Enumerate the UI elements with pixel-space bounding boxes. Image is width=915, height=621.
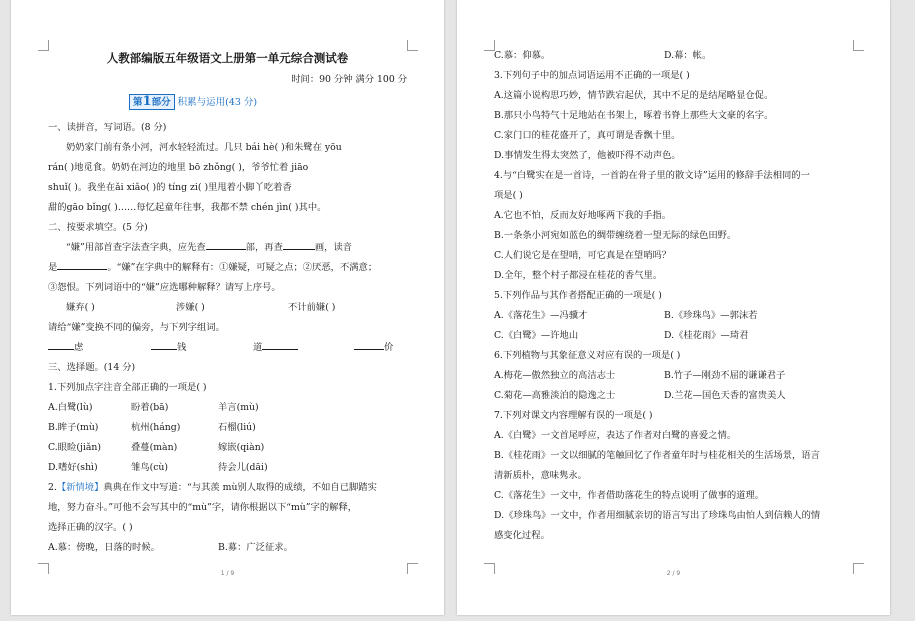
- option-line: C.家门口的桂花盛开了，真可谓是香飘十里。: [494, 130, 681, 141]
- question-line: 4.与“白鹭实在是一首诗，一首韵在骨子里的散文诗”运用的修辞手法相同的一: [494, 170, 810, 181]
- question-line: 奶奶家门前有条小河，河水轻轻流过。几只 bái hè( )和朱鹭在 yōu: [66, 142, 342, 153]
- option-row: C.慕：仰慕。 D.幕：帐。: [494, 50, 712, 61]
- option-line: A.它也不怕，反而友好地啄两下我的手指。: [494, 210, 672, 221]
- option-row: A.梅花—傲然独立的高洁志士 B.竹子—刚劲不屈的谦谦君子: [494, 370, 786, 381]
- option-row: C.《白鹭》—许地山 D.《桂花雨》—琦君: [494, 330, 749, 341]
- question-line: rán( )地觅食。奶奶在河边的地里 bō zhǒng( )，爷爷忙着 jiāo: [48, 162, 309, 173]
- document-page-1: [11, 0, 444, 615]
- question-line: 3.下列句子中的加点词语运用不正确的一项是( ): [494, 70, 690, 81]
- option-row: B.眸子(mù) 杭州(háng) 石榴(liú): [48, 422, 256, 433]
- page-title: 人教部编版五年级语文上册第一单元综合测试卷: [106, 51, 349, 65]
- option-row: A.白鹭(lù) 盼着(bā) 羊言(mù): [48, 402, 259, 413]
- option-line: A.这篇小说构思巧妙，情节跌宕起伏，其中不足的是结尾略显仓促。: [494, 90, 774, 101]
- question-heading: 三、选择题。(14 分): [48, 362, 136, 373]
- exam-meta: 时间：90 分钟 满分 100 分: [291, 74, 407, 85]
- radical-blanks: 虑 钱 道 价: [48, 338, 407, 358]
- question-line: shuǐ( )。我坐在ǎi xiǎo( )的 tíng zi( )里甩着小脚丫吃着香: [48, 182, 292, 193]
- question-line: 1.下列加点字注音全部正确的一项是( ): [48, 382, 207, 393]
- question-line: 2.【新情境】典典在作文中写道：“与其羡 mù别人取得的成绩，不如自已脚踏实: [48, 482, 377, 493]
- option-row: C.菊花—高雅淡泊的隐逸之士 D.兰花—国色天香的富贵美人: [494, 390, 786, 401]
- crop-mark: [407, 40, 418, 51]
- question-line: 6.下列植物与其象征意义对应有误的一项是( ): [494, 350, 681, 361]
- question-line: 选择正确的汉字。( ): [48, 522, 133, 533]
- question-heading: 二、按要求填空。(5 分): [48, 222, 148, 233]
- viewer-background: [892, 0, 915, 621]
- question-line: 5.下列作品与其作者搭配正确的一项是( ): [494, 290, 662, 301]
- option-line: B.那只小鸟特气十足地站在书架上，啄着书脊上那些大文豪的名字。: [494, 110, 774, 121]
- section-badge: [129, 94, 257, 110]
- page-number: 2 / 9: [666, 570, 681, 577]
- option-row: D.嗜好(shì) 雏鸟(cù) 待会儿(dāi): [48, 462, 268, 473]
- option-line: A.《白鹭》一文首尾呼应，表达了作者对白鹭的喜爱之情。: [494, 430, 737, 441]
- option-line: B.一条条小河宛如蓝色的绸带缠绕着一望无际的绿色田野。: [494, 230, 737, 241]
- option-line: 清新质朴，意味隽永。: [494, 470, 587, 481]
- question-line: “嫌”用部首查字法查字典，应先查 部，再查 画，读音: [48, 238, 407, 258]
- option-line: C.人们说它是在望哨，可它真是在望哨吗？: [494, 250, 672, 261]
- question-line: 嫌弃( ) 涉嫌( ) 不计前嫌( ): [66, 302, 336, 313]
- question-heading: 一、读拼音，写词语。(8 分): [48, 122, 167, 133]
- option-line: 感变化过程。: [494, 530, 550, 541]
- new-context-tag: 【新情境】: [56, 482, 104, 493]
- question-line: 甜的gāo bǐng( )……每忆起童年往事，我都不禁 chén jìn( )其中。: [48, 202, 327, 213]
- option-row: A.《落花生》—冯骥才 B.《珍珠鸟》—郭沫若: [494, 310, 758, 321]
- crop-mark: [853, 40, 864, 51]
- option-line: B.《桂花雨》一文以细腻的笔触回忆了作者童年时与桂花相关的生活场景，语言: [494, 450, 820, 461]
- section-label: 积累与运用(43 分): [177, 97, 258, 108]
- document-page-2: [457, 0, 890, 615]
- question-line: 7.下列对课文内容理解有误的一项是( ): [494, 410, 653, 421]
- option-line: C.《落花生》一文中，作者借助落花生的特点说明了做事的道理。: [494, 490, 765, 501]
- option-row: C.眼睑(jiǎn) 叠蔓(màn) 嫁嵌(qiàn): [48, 442, 265, 453]
- question-line: 地，努力奋斗。”可他不会写其中的“mù”字，请你根据以下“mù”字的解释，: [48, 502, 358, 513]
- page-number: 1 / 9: [220, 570, 235, 577]
- option-row: A.慕：傍晚，日落的时候。 B.募：广泛征求。: [48, 542, 293, 553]
- option-line: D.事情发生得太突然了，他被吓得不动声色。: [494, 150, 681, 161]
- section-number-box: 第1部分: [129, 94, 175, 110]
- question-line: 请给“嫌”变换不同的偏旁，与下列字组词。: [48, 322, 225, 333]
- option-line: D.《珍珠鸟》一文中，作者用细腻亲切的语言写出了珍珠鸟由怕人到信赖人的情: [494, 510, 821, 521]
- option-line: D.全年，整个村子都浸在桂花的香气里。: [494, 270, 663, 281]
- question-line: ③怨恨。下列词语中的“嫌”应选哪种解释？请写上序号。: [48, 282, 281, 293]
- question-line: 项是( ): [494, 190, 523, 201]
- question-line: 是 。“嫌”在字典中的解释有：①嫌疑，可疑之点；②厌恶，不满意；: [48, 258, 407, 278]
